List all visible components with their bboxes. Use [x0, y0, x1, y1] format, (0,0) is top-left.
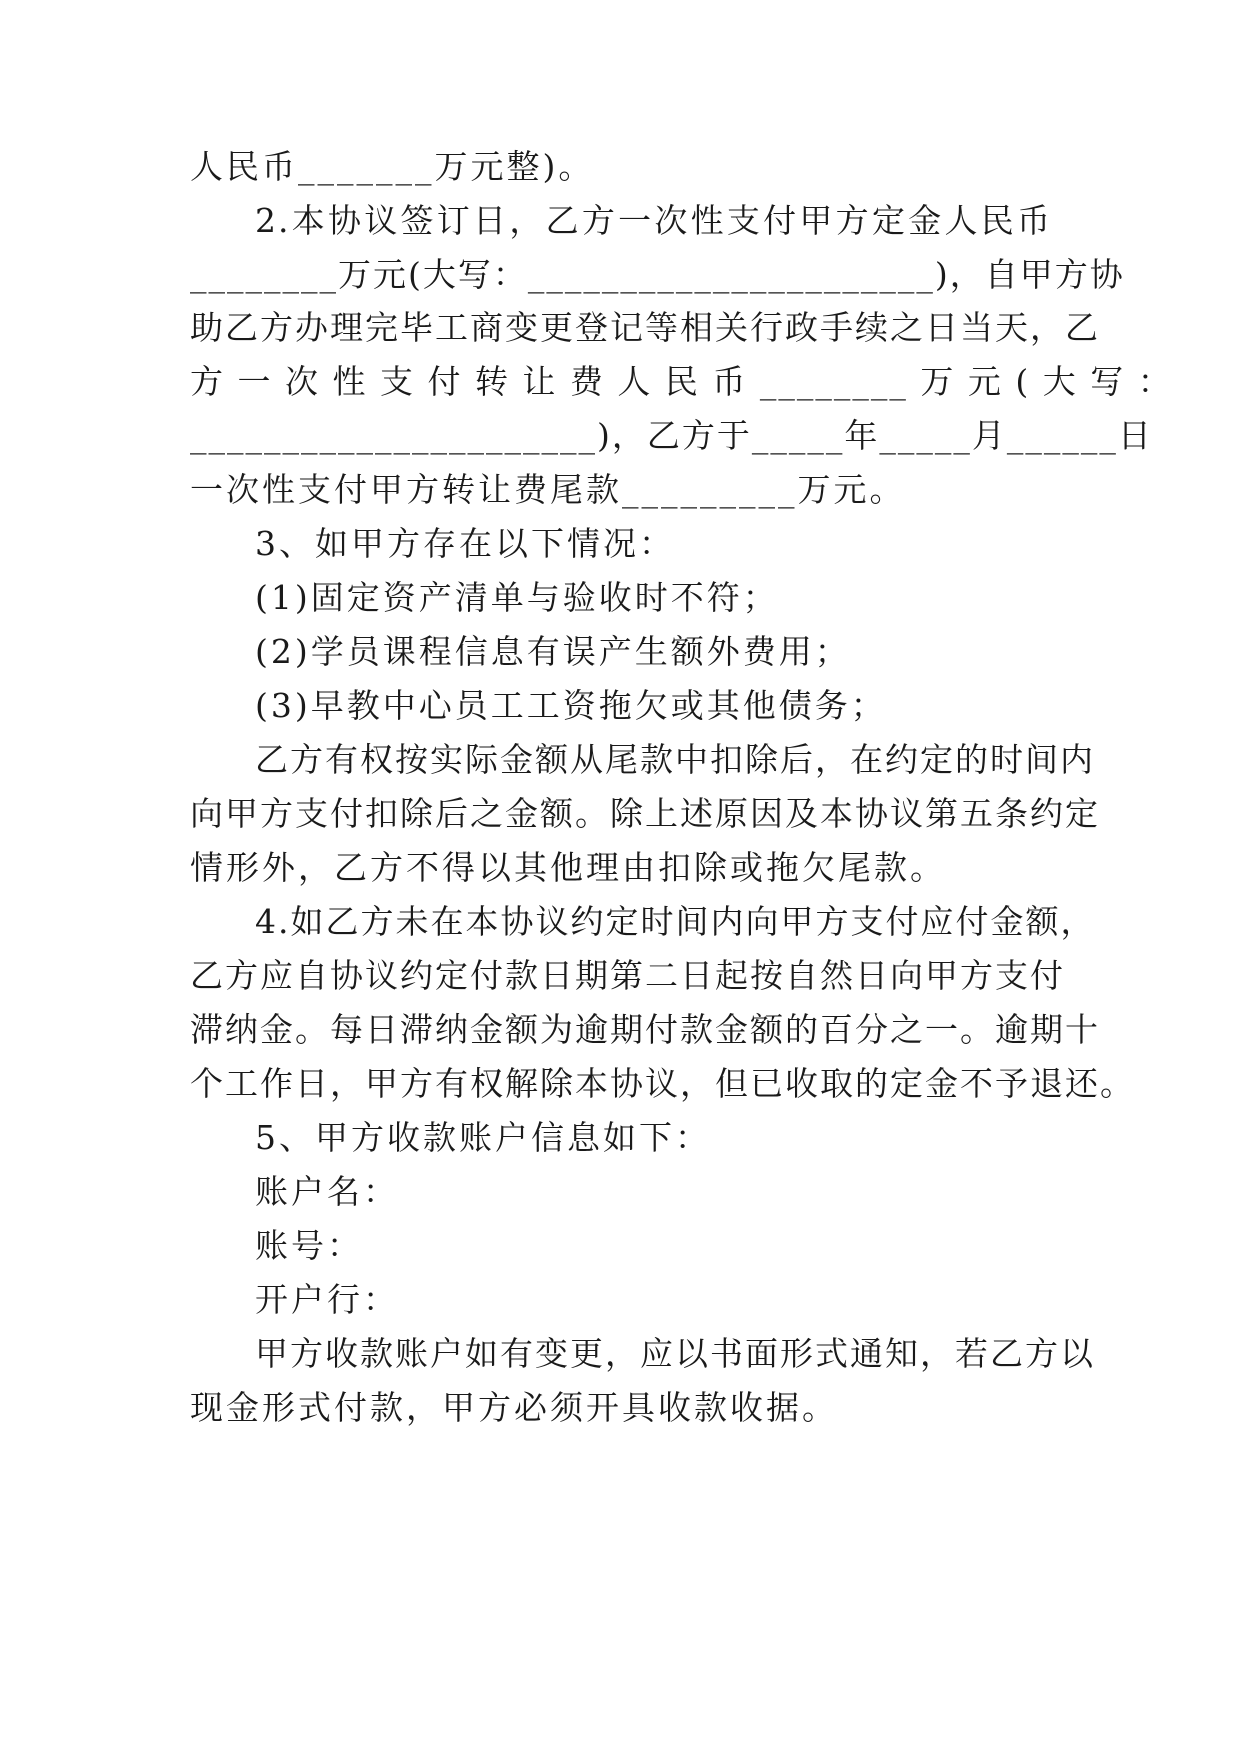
list-item: (2)学员课程信息有误产生额外费用； [255, 632, 851, 671]
text-line: 情形外，乙方不得以其他理由扣除或拖欠尾款。 [190, 848, 946, 887]
text-line: 助乙方办理完毕工商变更登记等相关行政手续之日当天，乙 [190, 308, 1100, 347]
text-line: 乙方应自协议约定付款日期第二日起按自然日向甲方支付 [190, 956, 1065, 995]
text-line: 方 一 次 性 支 付 转 让 费 人 民 币 ________ 万 元 ( 大 写 ： [190, 362, 1173, 401]
clause-4-line: 4.如乙方未在本协议约定时间内向甲方支付应付金额， [255, 902, 1096, 941]
text-line: 乙方有权按实际金额从尾款中扣除后，在约定的时间内 [255, 740, 1095, 779]
text-line: 甲方收款账户如有变更，应以书面形式通知，若乙方以 [255, 1334, 1095, 1373]
clause-5-heading: 5、甲方收款账户信息如下： [255, 1118, 711, 1157]
text-line: 人民币_______万元整)。 [190, 147, 595, 186]
text-line: 滞纳金。每日滞纳金额为逾期付款金额的百分之一。逾期十 [190, 1010, 1100, 1049]
clause-2-line: 2.本协议签订日，乙方一次性支付甲方定金人民币 [255, 201, 1052, 240]
text-line: 个工作日，甲方有权解除本协议，但已收取的定金不予退还。 [190, 1064, 1135, 1103]
clause-3-heading: 3、如甲方存在以下情况： [255, 524, 675, 563]
list-item: (3)早教中心员工工资拖欠或其他债务； [255, 686, 887, 725]
text-line: 现金形式付款，甲方必须开具收款收据。 [190, 1388, 838, 1427]
account-number-label: 账号： [255, 1226, 363, 1265]
text-line: 向甲方支付扣除后之金额。除上述原因及本协议第五条约定 [190, 794, 1100, 833]
text-line: 一次性支付甲方转让费尾款_________万元。 [190, 470, 906, 509]
text-line: ______________________)，乙方于_____年_____月______日 [190, 416, 1153, 455]
account-name-label: 账户名： [255, 1172, 399, 1211]
list-item: (1)固定资产清单与验收时不符； [255, 578, 779, 617]
text-line: ________万元(大写：______________________)，自甲方协 [190, 255, 1125, 294]
bank-label: 开户行： [255, 1280, 399, 1319]
